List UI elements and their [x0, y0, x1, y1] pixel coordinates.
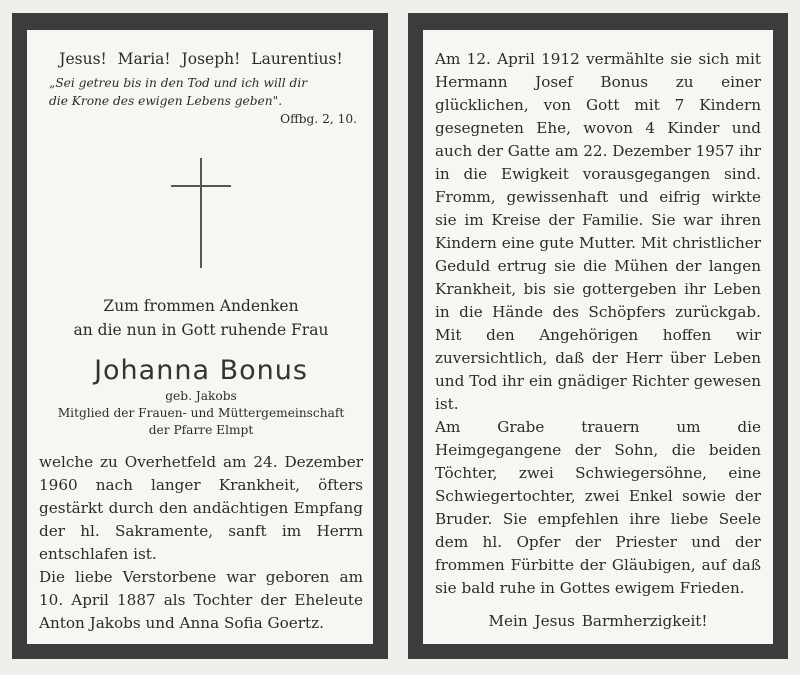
quote-line: „Sei getreu bis in den Tod und ich will dir — [49, 76, 308, 90]
memorial-heading — [39, 294, 363, 342]
quote-line: die Krone des ewigen Lebens geben". — [49, 94, 283, 108]
cross-icon — [171, 158, 231, 268]
death-paragraph: welche zu Overhetfeld am 24. Dezember 1960 nach langer Krankheit, öfters gestärkt durch den andächtigen Empfang der hl. Sakramente, sanft im Herrn entschlafen ist. — [39, 453, 363, 563]
membership — [39, 405, 363, 439]
quote-reference: Offbg. 2, 10. — [280, 112, 357, 126]
right-card — [408, 13, 788, 659]
deceased-name: Johanna Bonus — [94, 355, 308, 386]
scripture-quote — [39, 74, 363, 110]
memorial-line: an die nun in Gott ruhende Frau — [73, 321, 329, 339]
left-card-content — [27, 30, 373, 644]
invocation: Jesus! Maria! Joseph! Laurentius! — [59, 50, 343, 68]
membership-line: der Pfarre Elmpt — [148, 423, 254, 437]
birth-paragraph: Die liebe Verstorbene war geboren am 10. April 1887 als Tochter der Eheleute Anton Jakobs und Anna Sofia Goertz. — [39, 568, 363, 632]
right-card-content — [423, 30, 773, 644]
mourners-paragraph: Am Grabe trauern um die Heimgegangene der Sohn, die beiden Töchter, zwei Schwiegersöhne, eine Schwiegertochter, zwei Enkel sowie der Bruder. Sie empfehlen ihre liebe Seele dem hl. Opfer der Priester und der frommen Fürbitte der Gläubigen, auf daß sie bald ruhe in Gottes ewigem Frieden. — [435, 418, 761, 597]
maiden-name: geb. Jakobs — [165, 389, 237, 403]
closing-prayer: Mein Jesus Barmherzigkeit! — [488, 612, 708, 630]
memorial-line: Zum frommen Andenken — [103, 297, 299, 315]
life-paragraph: Am 12. April 1912 vermählte sie sich mit Hermann Josef Bonus zu einer glücklichen, von Gott mit 7 Kindern gesegneten Ehe, wovon 4 Kinder und auch der Gatte am 22. Dezember 1957 ihr in die Ewigkeit vorausgegangen sind. Fromm, gewissenhaft und eifrig wirkte sie im Kreise der Familie. Sie war ihren Kindern eine gute Mutter. Mit christlicher Geduld ertrug sie die Mühen der langen Krankheit, bis sie gottergeben ihr Leben in die Hände des Schöpfers zurückgab. Mit den Angehörigen hoffen wir zuversichtlich, daß der Herr über Leben und Tod ihr ein gnädiger Richter gewesen ist. — [435, 50, 761, 413]
left-card — [12, 13, 388, 659]
membership-line: Mitglied der Frauen- und Müttergemeinschaft — [57, 406, 345, 420]
